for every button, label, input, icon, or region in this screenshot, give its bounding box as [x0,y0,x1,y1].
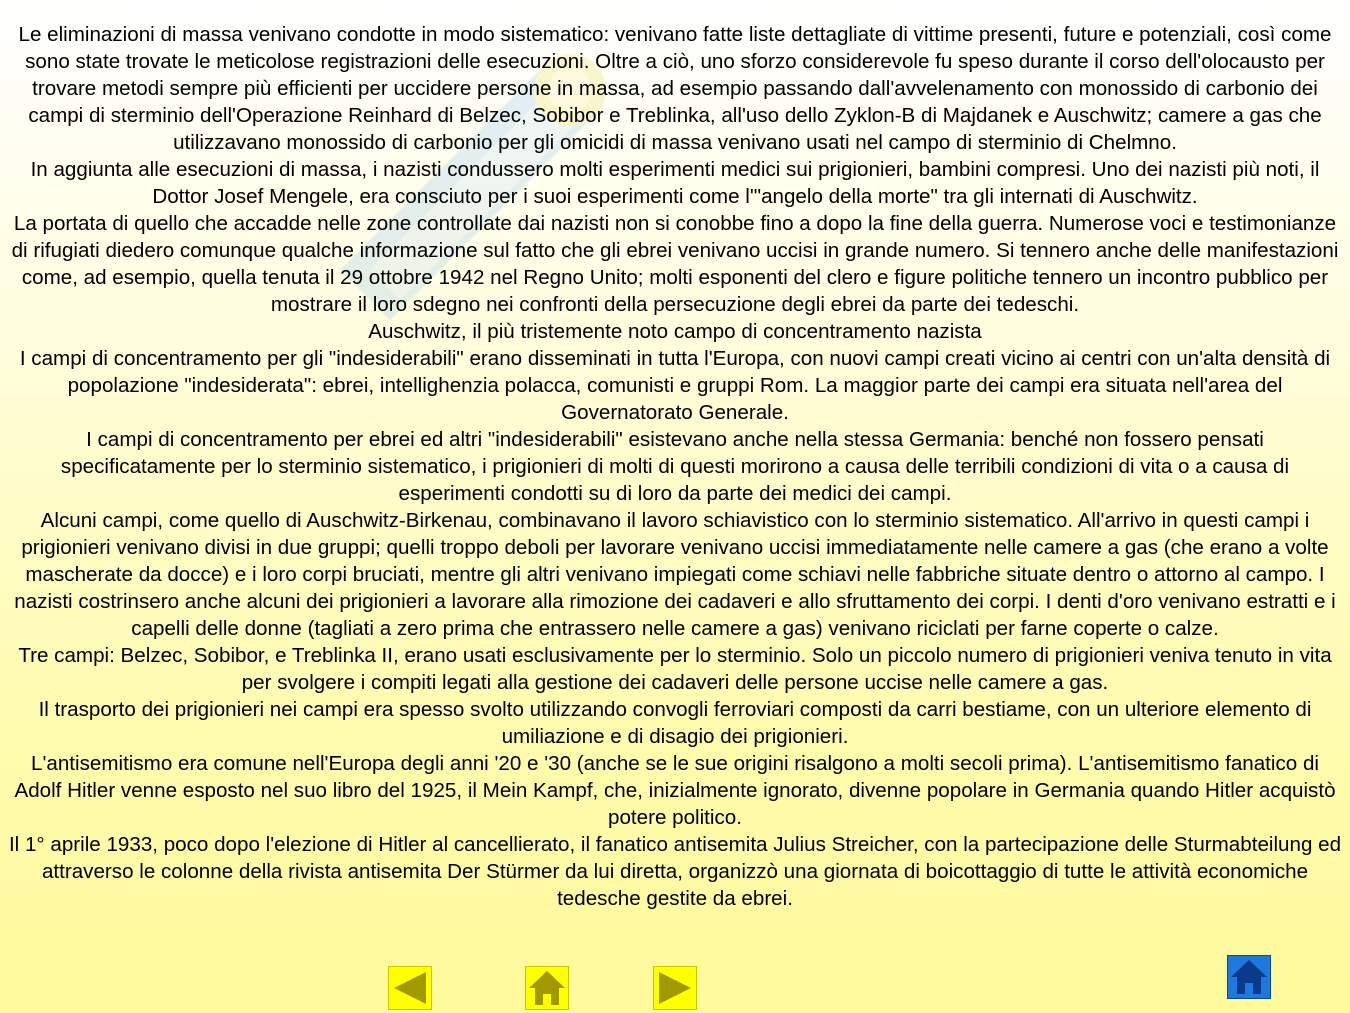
paragraph: In aggiunta alle esecuzioni di massa, i nazisti condussero molti esperimenti medici sui prigionieri, bambini compresi. Uno dei nazisti più noti, il Dottor Josef Mengele, era consciuto per i suoi esperimenti come l'"angelo della morte" tra gli internati di Auschwitz. [30,158,1320,208]
paragraph: Le eliminazioni di massa venivano condotte in modo sistematico: venivano fatte liste dettagliate di vittime presenti, future e potenziali, così come sono state trovate le meticolose registrazioni delle esecuzioni. Oltre a ciò, uno sforzo considerevole fu speso durante il corso dell'olocausto per trovare metodi sempre più efficienti per uccidere persone in massa, ad esempio passando dall'avvelenamento con monossido di carbonio dei campi di sterminio dell'Operazione Reinhard di Belzec, Sobibor e Treblinka, all'uso dello Zyklon-B di Majdanek e Auschwitz; camere a gas che utilizzavano monossido di carbonio per gli omicidi di massa venivano usati nel campo di sterminio di Chelmno. [18,23,1332,154]
house-icon [527,968,567,1008]
previous-button[interactable] [388,966,432,1010]
document-text [8,21,1342,912]
paragraph: Il 1° aprile 1933, poco dopo l'elezione di Hitler al cancellierato, il fanatico antisemita Julius Streicher, con la partecipazione delle Sturmabteilung ed attraverso le colonne della rivista antisemita Der Stürmer da lui diretta, organizzò una giornata di boicottaggio di tutte le attività economiche tedesche gestite da ebrei. [8,833,1342,910]
paragraph: L'antisemitismo era comune nell'Europa degli anni '20 e '30 (anche se le sue origini risalgono a molti secoli prima). L'antisemitismo fanatico di Adolf Hitler venne esposto nel suo libro del 1925, il Mein Kampf, che, inizialmente ignorato, divenne popolare in Germania quando Hitler acquistò potere politico. [14,752,1336,829]
home-button[interactable] [525,966,569,1010]
paragraph: Il trasporto dei prigionieri nei campi era spesso svolto utilizzando convogli ferroviari composti da carri bestiame, con un ulteriore elemento di umiliazione e di disagio dei prigionieri. [38,698,1312,748]
paragraph: Alcuni campi, come quello di Auschwitz-Birkenau, combinavano il lavoro schiavistico con lo sterminio sistematico. All'arrivo in questi campi i prigionieri venivano divisi in due gruppi; quelli troppo deboli per lavorare venivano uccisi immediatamente nelle camere a gas (che erano a volte mascherate da docce) e i loro corpi bruciati, mentre gli altri venivano impiegati come schiavi nelle fabbriche situate dentro o attorno al campo. I nazisti costrinsero anche alcuni dei prigionieri a lavorare alla rimozione dei cadaveri e allo sfruttamento dei corpi. I denti d'oro venivano estratti e i capelli delle donne (tagliati a zero prima che entrassero nelle camere a gas) venivano riciclati per farne coperte o calze. [14,509,1336,640]
paragraph: Tre campi: Belzec, Sobibor, e Treblinka II, erano usati esclusivamente per lo sterminio. Solo un piccolo numero di prigionieri veniva tenuto in vita per svolgere i compiti legati alla gestione dei cadaveri delle persone uccise nelle camere a gas. [18,644,1332,694]
triangle-right-icon [655,968,695,1008]
home-button-blue[interactable] [1227,955,1271,999]
paragraph: La portata di quello che accadde nelle zone controllate dai nazisti non si conobbe fino a dopo la fine della guerra. Numerose voci e testimonianze di rifugiati diedero comunque qualche informazione sul fatto che gli ebrei venivano uccisi in grande numero. Si tennero anche delle manifestazioni come, ad esempio, quella tenuta il 29 ottobre 1942 nel Regno Unito; molti esponenti del clero e figure politiche tennero un incontro pubblico per mostrare il loro sdegno nei confronti della persecuzione degli ebrei da parte dei tedeschi. [11,212,1339,316]
paragraph: Auschwitz, il più tristemente noto campo di concentramento nazista [368,320,982,343]
house-icon [1229,957,1269,997]
triangle-left-icon [390,968,430,1008]
paragraph: I campi di concentramento per ebrei ed altri "indesiderabili" esistevano anche nella stessa Germania: benché non fossero pensati specificatamente per lo sterminio sistematico, i prigionieri di molti di questi morirono a causa delle terribili condizioni di vita o a causa di esperimenti condotti su di loro da parte dei medici dei campi. [60,428,1290,505]
next-button[interactable] [653,966,697,1010]
paragraph: I campi di concentramento per gli "indesiderabili" erano disseminati in tutta l'Europa, con nuovi campi creati vicino ai centri con un'alta densità di popolazione "indesiderata": ebrei, intellighenzia polacca, comunisti e gruppi Rom. La maggior parte dei campi era situata nell'area del Governatorato Generale. [19,347,1331,424]
